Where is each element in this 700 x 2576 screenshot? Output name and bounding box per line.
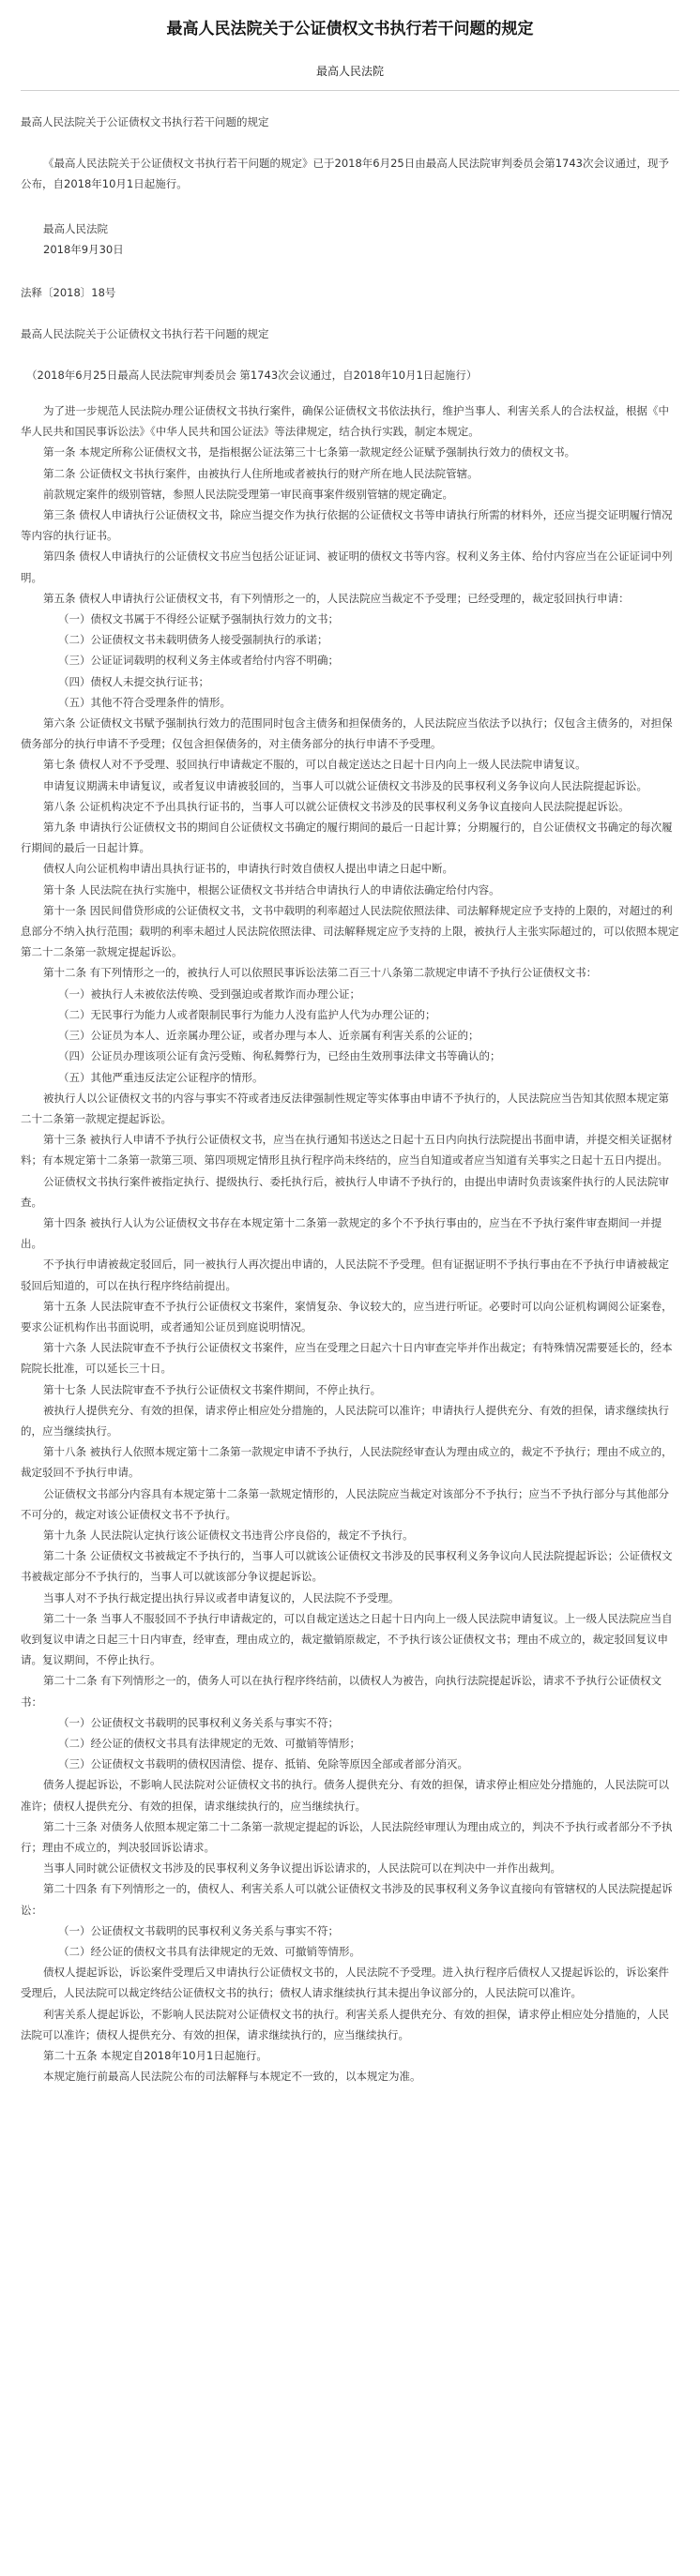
article-list-item: （二）经公证的债权文书具有法律规定的无效、可撤销等情形； xyxy=(58,1737,360,1750)
article-list-item: （五）其他严重违反法定公证程序的情形。 xyxy=(58,1070,264,1084)
article-paragraph: 第二十五条 本规定自2018年10月1日起施行。 xyxy=(43,2049,267,2063)
article-list-item: （二）公证债权文书未载明债务人接受强制执行的承诺； xyxy=(58,633,328,647)
article-paragraph: 第十三条 被执行人申请不予执行公证债权文书，应当在执行通知书送达之日起十五日内向执行法院提出书面申请，并提交相关证据材料；有本规定第十二条第一款第三项、第四项规定情形且执行程序尚未终结的，应当自知道或者应当知道有关事实之日起十五日内提出。 xyxy=(21,1133,673,1167)
article-paragraph: 第十九条 人民法院认定执行该公证债权文书违背公序良俗的，裁定不予执行。 xyxy=(43,1528,414,1542)
article-paragraph: 当事人同时就公证债权文书涉及的民事权利义务争议提出诉讼请求的，人民法院可以在判决中一并作出裁判。 xyxy=(43,1861,561,1876)
article-paragraph: 第二十二条 有下列情形之一的，债务人可以在执行程序终结前，以债权人为被告，向执行法院提起诉讼，请求不予执行公证债权文书： xyxy=(21,1674,662,1709)
article-paragraph: 利害关系人提起诉讼，不影响人民法院对公证债权文书的执行。利害关系人提供充分、有效的担保，请求停止相应处分措施的，人民法院可以准许；债权人提供充分、有效的担保，请求继续执行的，应当继续执行。 xyxy=(21,2007,669,2041)
intro-section xyxy=(21,112,679,385)
article-paragraph: 当事人对不予执行裁定提出执行异议或者申请复议的，人民法院不予受理。 xyxy=(43,1590,400,1604)
article-paragraph: 第六条 公证债权文书赋予强制执行效力的范围同时包含主债务和担保债务的，人民法院应当依法予以执行；仅包含主债务的，对担保债务部分的执行申请不予受理；仅包含担保债务的，对主债务部分的执行申请不予受理。 xyxy=(21,716,673,751)
article-paragraph: 申请复议期满未申请复议，或者复议申请被驳回的，当事人可以就公证债权文书涉及的民事权利义务争议向人民法院提起诉讼。 xyxy=(43,778,647,792)
article-paragraph: 本规定施行前最高人民法院公布的司法解释与本规定不一致的，以本规定为准。 xyxy=(43,2070,421,2084)
signature-org: 最高人民法院 xyxy=(43,222,108,235)
article-paragraph: 公证债权文书部分内容具有本规定第十二条第一款规定情形的，人民法院应当裁定对该部分不予执行；应当不予执行部分与其他部分不可分的，裁定对该公证债权文书不予执行。 xyxy=(21,1486,669,1521)
article-list-item: （二）无民事行为能力人或者限制民事行为能力人没有监护人代为办理公证的； xyxy=(58,1007,436,1021)
adoption-note: （2018年6月25日最高人民法院审判委员会 第1743次会议通过，自2018年10月1日起施行） xyxy=(26,369,478,382)
article-paragraph: 第二十四条 有下列情形之一的，债权人、利害关系人可以就公证债权文书涉及的民事权利义务争议直接向有管辖权的人民法院提起诉讼： xyxy=(21,1882,673,1917)
article-list-item: （一）公证债权文书载明的民事权利义务关系与事实不符； xyxy=(58,1715,339,1729)
article-list-item: （二）经公证的债权文书具有法律规定的无效、可撤销等情形。 xyxy=(58,1945,360,1959)
article-paragraph: 第八条 公证机构决定不予出具执行证书的，当事人可以就公证债权文书涉及的民事权利义务争议直接向人民法院提起诉讼。 xyxy=(43,799,630,813)
article-list-item: （四）债权人未提交执行证书； xyxy=(58,674,209,688)
article-paragraph: 债权人向公证机构申请出具执行证书的，申请执行时效自债权人提出申请之日起中断。 xyxy=(43,862,453,876)
article-paragraph: 被执行人提供充分、有效的担保，请求停止相应处分措施的，人民法院可以准许；申请执行人提供充分、有效的担保，请求继续执行的，应当继续执行。 xyxy=(21,1403,669,1438)
article-paragraph: 不予执行申请被裁定驳回后，同一被执行人再次提出申请的，人民法院不予受理。但有证据证明不予执行事由在不予执行申请被裁定驳回后知道的，可以在执行程序终结前提出。 xyxy=(21,1258,669,1292)
article-paragraph: 第十一条 因民间借贷形成的公证债权文书，文书中载明的利率超过人民法院依照法律、司法解释规定应予支持的上限的，对超过的利息部分不纳入执行范围；载明的利率未超过人民法院依照法律、司法解释规定应予支持的上限，被执行人主张实际超过的，可以依照本规定第二十二条第一款规定提起诉讼。 xyxy=(21,903,679,959)
issuer-name: 最高人民法院 xyxy=(315,65,384,78)
article-paragraph: 第二十一条 当事人不服驳回不予执行申请裁定的，可以自裁定送达之日起十日内向上一级人民法院申请复议。上一级人民法院应当自收到复议申请之日起三十日内审查，经审查，理由成立的，裁定撤销原裁定，不予执行该公证债权文书；理由不成立的，裁定驳回复议申请。复议期间，不停止执行。 xyxy=(21,1611,673,1667)
article-list-item: （一）债权文书属于不得经公证赋予强制执行效力的文书； xyxy=(58,612,339,626)
article-paragraph: 第三条 债权人申请执行公证债权文书，除应当提交作为执行依据的公证债权文书等申请执行所需的材料外，还应当提交证明履行情况等内容的执行证书。 xyxy=(21,508,673,543)
article-paragraph: 为了进一步规范人民法院办理公证债权文书执行案件，确保公证债权文书依法执行，维护当事人、利害关系人的合法权益，根据《中华人民共和国民事诉讼法》《中华人民共和国公证法》等法律规定，结合执行实践，制定本规定。 xyxy=(21,404,669,439)
page-title: 最高人民法院关于公证债权文书执行若干问题的规定 xyxy=(166,20,534,38)
article-paragraph: 债务人提起诉讼，不影响人民法院对公证债权文书的执行。债务人提供充分、有效的担保，请求停止相应处分措施的，人民法院可以准许；债权人提供充分、有效的担保，请求继续执行的，应当继续执行。 xyxy=(21,1778,669,1813)
article-list-item: （一）被执行人未被依法传唤、受到强迫或者欺诈而办理公证； xyxy=(58,987,360,1001)
article-list-item: （三）公证债权文书载明的债权因清偿、提存、抵销、免除等原因全部或者部分消灭。 xyxy=(58,1757,468,1771)
article-paragraph: 第四条 债权人申请执行的公证债权文书应当包括公证证词、被证明的债权文书等内容。权利义务主体、给付内容应当在公证证词中列明。 xyxy=(21,550,673,584)
header-divider xyxy=(21,90,679,91)
article-paragraph: 第十四条 被执行人认为公证债权文书存在本规定第十二条第一款规定的多个不予执行事由的，应当在不予执行案件审查期间一并提出。 xyxy=(21,1215,662,1251)
article-paragraph: 第十六条 人民法院审查不予执行公证债权文书案件，应当在受理之日起六十日内审查完毕并作出裁定；有特殊情况需要延长的，经本院院长批准，可以延长三十日。 xyxy=(21,1341,673,1376)
article-paragraph: 公证债权文书执行案件被指定执行、提级执行、委托执行后，被执行人申请不予执行的，由提出申请时负责该案件执行的人民法院审查。 xyxy=(21,1174,669,1209)
article-paragraph: 第十五条 人民法院审查不予执行公证债权文书案件，案情复杂、争议较大的，应当进行听证。必要时可以向公证机构调阅公证案卷，要求公证机构作出书面说明，或者通知公证员到庭说明情况。 xyxy=(21,1299,673,1333)
doc-number: 法释〔2018〕18号 xyxy=(21,286,116,299)
article-paragraph: 第十八条 被执行人依照本规定第十二条第一款规定申请不予执行，人民法院经审查认为理由成立的，裁定不予执行；理由不成立的，裁定驳回不予执行申请。 xyxy=(21,1445,673,1480)
article-list-item: （三）公证员为本人、近亲属办理公证，或者办理与本人、近亲属有利害关系的公证的； xyxy=(58,1029,479,1043)
doc-name: 最高人民法院关于公证债权文书执行若干问题的规定 xyxy=(21,115,269,128)
article-list-item: （五）其他不符合受理条件的情形。 xyxy=(58,695,231,709)
article-list-item: （四）公证员办理该项公证有贪污受贿、徇私舞弊行为，已经由生效刑事法律文书等确认的； xyxy=(58,1049,501,1063)
articles-body xyxy=(21,400,679,2086)
article-paragraph: 第二十条 公证债权文书被裁定不予执行的，当事人可以就该公证债权文书涉及的民事权利义务争议向人民法院提起诉讼；公证债权文书被裁定部分不予执行的，当事人可以就该部分争议提起诉讼。 xyxy=(21,1549,673,1584)
announcement-text: 《最高人民法院关于公证债权文书执行若干问题的规定》已于2018年6月25日由最高人民法院审判委员会第1743次会议通过，现予公布，自2018年10月1日起施行。 xyxy=(21,157,669,190)
article-list-item: （一）公证债权文书载明的民事权利义务关系与事实不符； xyxy=(58,1923,339,1937)
article-paragraph: 第十二条 有下列情形之一的，被执行人可以依照民事诉讼法第二百三十八条第二款规定申请不予执行公证债权文书： xyxy=(43,966,598,980)
doc-name-repeat: 最高人民法院关于公证债权文书执行若干问题的规定 xyxy=(21,327,269,340)
article-paragraph: 第十条 人民法院在执行实施中，根据公证债权文书并结合申请执行人的申请依法确定给付内容。 xyxy=(43,882,500,896)
signature-date: 2018年9月30日 xyxy=(43,243,124,256)
article-paragraph: 第五条 债权人申请执行公证债权文书，有下列情形之一的，人民法院应当裁定不予受理；已经受理的，裁定驳回执行申请： xyxy=(43,591,630,605)
article-paragraph: 第一条 本规定所称公证债权文书，是指根据公证法第三十七条第一款规定经公证赋予强制执行效力的债权文书。 xyxy=(43,445,576,459)
article-paragraph: 债权人提起诉讼，诉讼案件受理后又申请执行公证债权文书的，人民法院不予受理。进入执行程序后债权人又提起诉讼的，诉讼案件受理后，人民法院可以裁定终结公证债权文书的执行；债权人请求继续执行其未提出争议部分的，人民法院可以准许。 xyxy=(21,1966,669,2000)
article-paragraph: 第二条 公证债权文书执行案件，由被执行人住所地或者被执行的财产所在地人民法院管辖。 xyxy=(43,466,479,480)
article-paragraph: 第二十三条 对债务人依照本规定第二十二条第一款规定提起的诉讼，人民法院经审理认为理由成立的，判决不予执行或者部分不予执行；理由不成立的，判决驳回诉讼请求。 xyxy=(21,1819,673,1855)
article-paragraph: 前款规定案件的级别管辖，参照人民法院受理第一审民商事案件级别管辖的规定确定。 xyxy=(43,487,453,501)
article-paragraph: 第九条 申请执行公证债权文书的期间自公证债权文书确定的履行期间的最后一日起计算；分期履行的，自公证债权文书确定的每次履行期间的最后一日起计算。 xyxy=(21,821,673,855)
article-paragraph: 第十七条 人民法院审查不予执行公证债权文书案件期间，不停止执行。 xyxy=(43,1382,382,1396)
article-paragraph: 被执行人以公证债权文书的内容与事实不符或者违反法律强制性规定等实体事由申请不予执行的，人民法院应当告知其依照本规定第二十二条第一款规定提起诉讼。 xyxy=(21,1091,669,1125)
article-list-item: （三）公证证词载明的权利义务主体或者给付内容不明确； xyxy=(58,654,339,668)
article-paragraph: 第七条 债权人对不予受理、驳回执行申请裁定不服的，可以自裁定送达之日起十日内向上一级人民法院申请复议。 xyxy=(43,758,586,772)
